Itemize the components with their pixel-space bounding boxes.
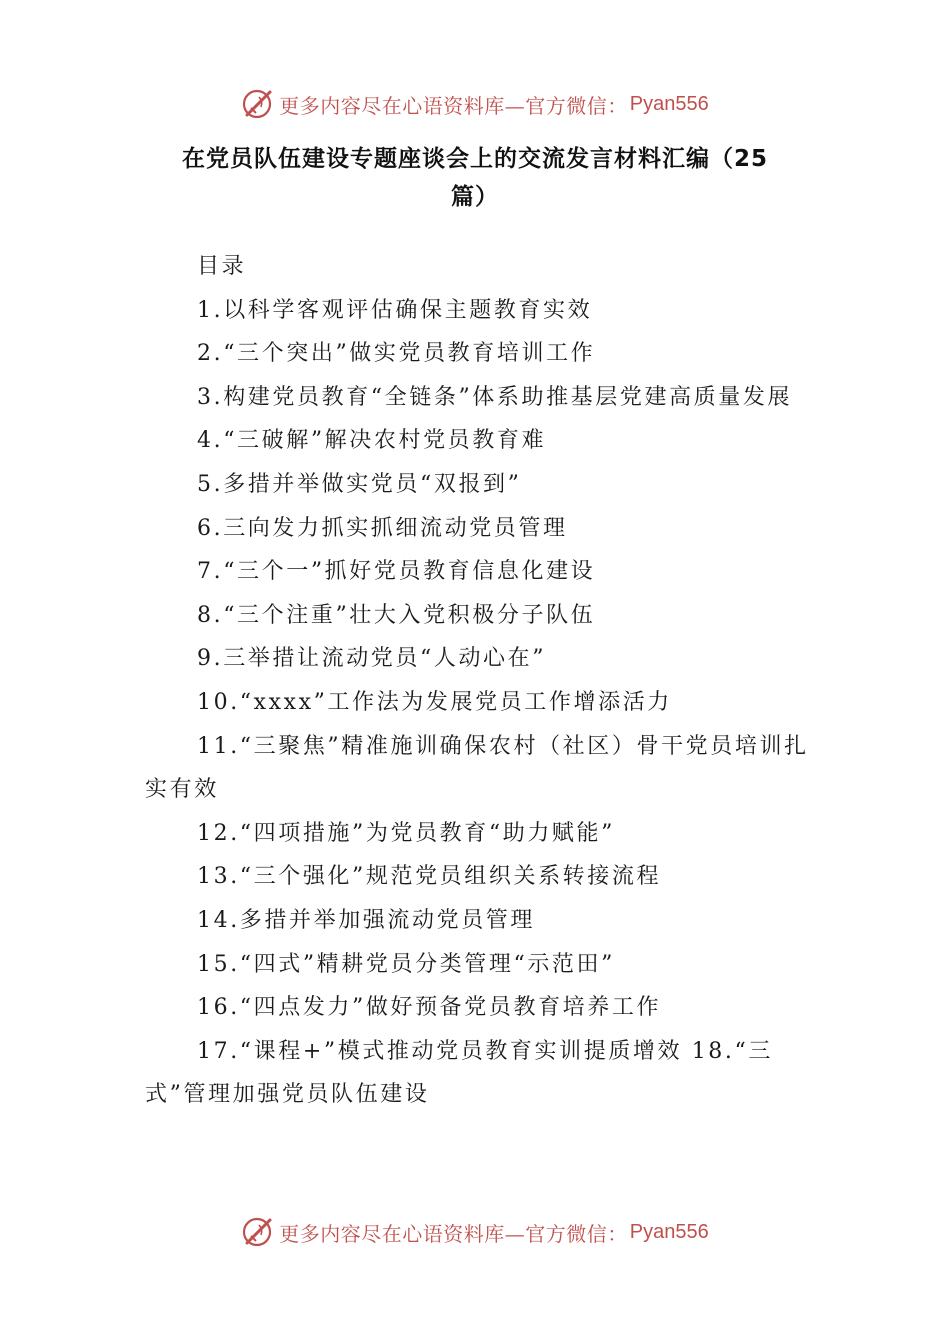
watermark-footer (0, 1212, 950, 1252)
toc-item: 14.多措并举加强流动党员管理 (197, 907, 535, 933)
toc-item: 7.“三个一”抓好党员教育信息化建设 (197, 559, 596, 585)
toc-item: 10.“xxxx”工作法为发展党员工作增添活力 (197, 689, 672, 715)
watermark-header (0, 84, 950, 124)
toc-item: 6.三向发力抓实抓细流动党员管理 (197, 515, 568, 541)
toc-item: 12.“四项措施”为党员教育“助力赋能” (197, 820, 615, 846)
toc-item: 9.三举措让流动党员“人动心在” (197, 646, 547, 672)
toc-heading: 目录 (197, 254, 247, 279)
pen-logo-icon (241, 87, 275, 121)
watermark-id: Pyan556 (629, 1220, 709, 1243)
toc-item: 13.“三个强化”规范党员组织关系转接流程 (197, 864, 662, 890)
watermark-text: 更多内容尽在心语资料库—官方微信： (279, 1221, 628, 1246)
toc-item: 3.构建党员教育“全链条”体系助推基层党建高质量发展 (197, 384, 793, 410)
toc-item: 2.“三个突出”做实党员教育培训工作 (197, 341, 596, 367)
toc-item: 5.多措并举做实党员“双报到” (197, 471, 522, 497)
table-of-contents (145, 245, 810, 1117)
toc-item: 16.“四点发力”做好预备党员教育培养工作 (197, 995, 662, 1021)
pen-logo-icon (241, 1215, 275, 1249)
toc-item: 1.以科学客观评估确保主题教育实效 (197, 297, 593, 323)
toc-item: 8.“三个注重”壮大入党积极分子队伍 (197, 602, 596, 628)
toc-item: 15.“四式”精耕党员分类管理“示范田” (197, 951, 615, 977)
document-title: 在党员队伍建设专题座谈会上的交流发言材料汇编（25篇） (181, 146, 768, 210)
toc-item: 17.“课程+”模式推动党员教育实训提质增效 18.“三式”管理加强党员队伍建设 (145, 1038, 773, 1108)
toc-item: 4.“三破解”解决农村党员教育难 (197, 428, 547, 454)
watermark-id: Pyan556 (629, 92, 709, 115)
toc-item: 11.“三聚焦”精准施训确保农村（社区）骨干党员培训扎实有效 (145, 733, 809, 803)
watermark-text: 更多内容尽在心语资料库—官方微信： (279, 93, 628, 118)
